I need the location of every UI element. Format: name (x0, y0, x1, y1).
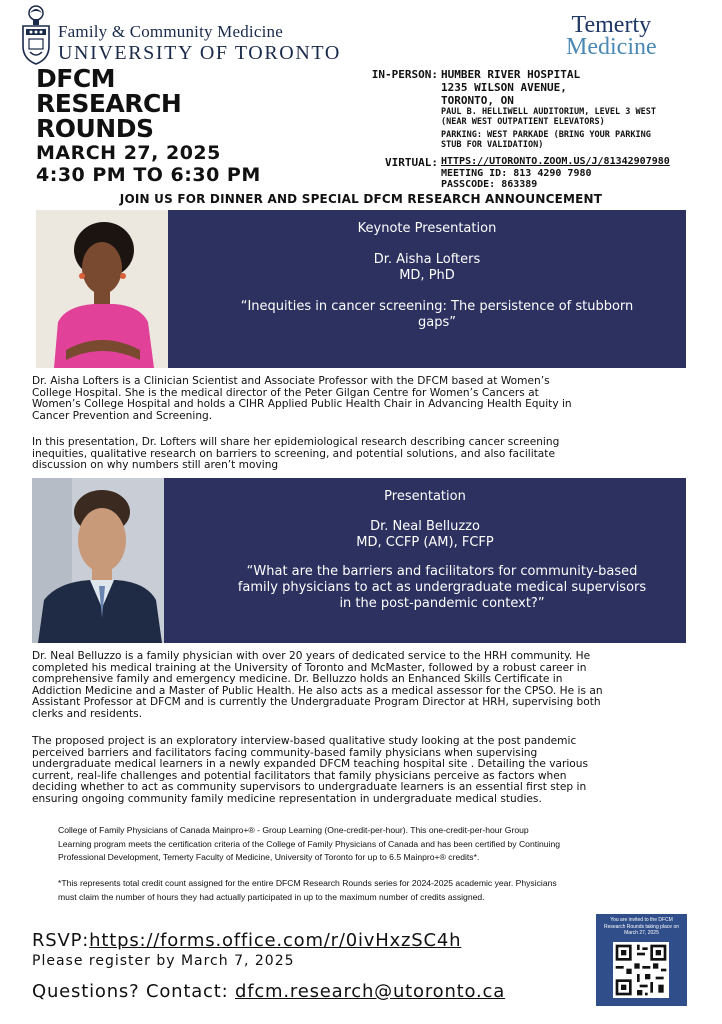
portrait-image (36, 210, 168, 368)
speaker-name: Dr. Neal Belluzzo (370, 519, 480, 534)
venue-address: 1235 WILSON AVENUE, (441, 81, 567, 94)
portrait-image (32, 478, 164, 643)
venue-details (441, 68, 656, 127)
abstract-line: discussion on why numbers still aren’t moving (32, 459, 279, 472)
bio-line: Cancer Prevention and Screening. (32, 409, 213, 422)
temerty-logo-line1: Temerty (571, 12, 652, 38)
bio-line: Dr. Aisha Lofters is a Clinician Scientist and Associate Professor with the DFCM based at Women’s (32, 375, 550, 387)
presentation-title-line: gaps” (418, 315, 456, 330)
speaker2-abstract (32, 736, 692, 806)
credit-note-line: must claim the number of hours they had actually participated in up to the maximum number of credits assigned. (58, 891, 485, 902)
abstract-line: inequities, qualitative research on barriers to screening, and potential solutions, and also facilitate (32, 447, 555, 460)
presentation-title-line: “Inequities in cancer screening: The persistence of stubborn (240, 299, 634, 314)
bio-line: Dr. Neal Belluzzo is a family physician with over 20 years of dedicated service to the HRH community. He (32, 650, 591, 662)
accreditation-line: Professional Development, Temerty Faculty of Medicine, University of Toronto for up to 6.5 Mainpro+® credits*. (58, 852, 480, 862)
event-title-line: RESEARCH (36, 89, 182, 118)
zoom-link[interactable]: HTTPS://UTORONTO.ZOOM.US/J/81342907980 (441, 156, 670, 167)
presentation-title-line: family physicians to act as undergraduate medical supervisors (237, 580, 647, 595)
qr-caption: You are invited to the DFCM Research Rounds taking place on March 27, 2025 (603, 917, 680, 936)
university-crest-logo (20, 4, 52, 66)
accreditation-statement (58, 824, 694, 865)
event-date: MARCH 27, 2025 (36, 142, 221, 164)
parking-line: STUB FOR VALIDATION) (441, 140, 544, 150)
speaker-photo-neal-belluzzo (32, 478, 164, 643)
abstract-line: undergraduate medical learners in a newly expanded DFCM teaching hospital site . Detailing the various (32, 758, 589, 771)
presentation-title (198, 299, 676, 331)
parking-line: PARKING: WEST PARKADE (BRING YOUR PARKING (441, 130, 651, 140)
bio-line: completed his medical training at the University of Toronto and McMaster, followed by a robust career in (32, 661, 587, 674)
rsvp-link[interactable]: https://forms.office.com/r/0ivHxzSC4h (89, 930, 462, 951)
virtual-details (441, 156, 670, 191)
rsvp-line (32, 930, 461, 951)
venue-name: HUMBER RIVER HOSPITAL (441, 68, 581, 81)
presentation-title-line: in the post-pandemic context?” (339, 596, 545, 611)
event-time: 4:30 PM TO 6:30 PM (36, 164, 261, 186)
qr-code-icon[interactable] (613, 942, 669, 998)
venue-city: TORONTO, ON (441, 94, 514, 107)
inperson-label: IN-PERSON: (371, 68, 438, 81)
venue-room-note: (NEAR WEST OUTPATIENT ELEVATORS) (441, 117, 605, 127)
credit-note-line: *This represents total credit count assigned for the entire DFCM Research Rounds series for 2024-2025 academic year. Physicians (58, 878, 557, 888)
register-deadline: Please register by March 7, 2025 (32, 953, 295, 969)
bio-line: Women’s College Hospital and holds a CIHR Applied Public Health Chair in Advancing Health Equity in (32, 398, 572, 411)
speaker-name: Dr. Aisha Lofters (373, 252, 481, 267)
parking-info (441, 130, 701, 150)
speaker2-bio (32, 651, 692, 721)
accreditation-line: College of Family Physicians of Canada Mainpro+® - Group Learning (One-credit-per-hour). This one-credit-per-hour Group (58, 825, 529, 835)
event-title-line: ROUNDS (36, 114, 154, 143)
bio-line: Addiction Medicine and a Master of Public Health. He also acts as a medical assessor for the CPSO. He is an (32, 684, 603, 697)
temerty-medicine-logo (566, 14, 657, 58)
bio-line: College Hospital. She is the medical director of the Peter Gilgan Centre for Women’s Cancers at (32, 386, 539, 399)
speaker-credentials: MD, CCFP (AM), FCFP (356, 535, 494, 550)
meeting-id: MEETING ID: 813 4290 7980 (441, 167, 592, 179)
department-name: Family & Community Medicine (58, 22, 283, 41)
abstract-line: ensuring ongoing community family medicine representation in undergraduate medical studies. (32, 792, 542, 805)
qr-invite-card (596, 914, 687, 1006)
abstract-line: The proposed project is an exploratory interview-based qualitative study looking at the post pandemic (32, 735, 577, 747)
speaker1-abstract (32, 437, 692, 472)
accreditation-line: Learning program meets the certification criteria of the College of Family Physicians of Canada and has been certified by Continuing (58, 838, 561, 849)
abstract-line: perceived barriers and facilitators facing community-based family physicians when supervising (32, 746, 538, 759)
bio-line: clerks and residents. (32, 707, 143, 720)
presentation-type: Keynote Presentation (357, 221, 497, 236)
event-title (36, 66, 181, 141)
abstract-line: current, real-life challenges and potential facilitators that family physicians perceive as factors when (32, 769, 567, 782)
speaker1-bio (32, 376, 692, 422)
dinner-announcement: JOIN US FOR DINNER AND SPECIAL DFCM RESEARCH ANNOUNCEMENT (119, 192, 603, 206)
temerty-logo-line2: Medicine (566, 34, 657, 60)
event-title-line: DFCM (36, 64, 116, 93)
university-name: UNIVERSITY OF TORONTO (58, 42, 341, 64)
keynote-panel (168, 210, 686, 368)
abstract-line: In this presentation, Dr. Lofters will share her epidemiological research describing cancer screening (32, 436, 560, 448)
presentation-type: Presentation (384, 489, 466, 504)
presentation-title-line: “What are the barriers and facilitators for community-based (246, 564, 638, 579)
virtual-label: VIRTUAL: (385, 156, 438, 169)
contact-label: Questions? Contact: (32, 981, 235, 1002)
bio-line: Assistant Professor at DFCM and is currently the Undergraduate Program Director at HRH, supervising both (32, 696, 601, 709)
bio-line: comprehensive family and emergency medicine. Dr. Belluzzo holds an Enhanced Skills Certificate in (32, 673, 563, 686)
contact-email-link[interactable]: dfcm.research@utoronto.ca (234, 981, 506, 1002)
credit-note (58, 877, 694, 904)
contact-line (32, 981, 505, 1002)
presentation-title (204, 564, 680, 612)
presentation-panel (164, 478, 686, 643)
abstract-line: deciding whether to act as community supervisors to undergraduate learners is an essential first step in (32, 781, 587, 794)
speaker-credentials: MD, PhD (399, 268, 455, 283)
passcode: PASSCODE: 863389 (441, 179, 538, 190)
speaker-photo-aisha-lofters (36, 210, 168, 368)
rsvp-label: RSVP: (32, 930, 90, 951)
venue-room: PAUL B. HELLIWELL AUDITORIUM, LEVEL 3 WEST (441, 107, 656, 117)
